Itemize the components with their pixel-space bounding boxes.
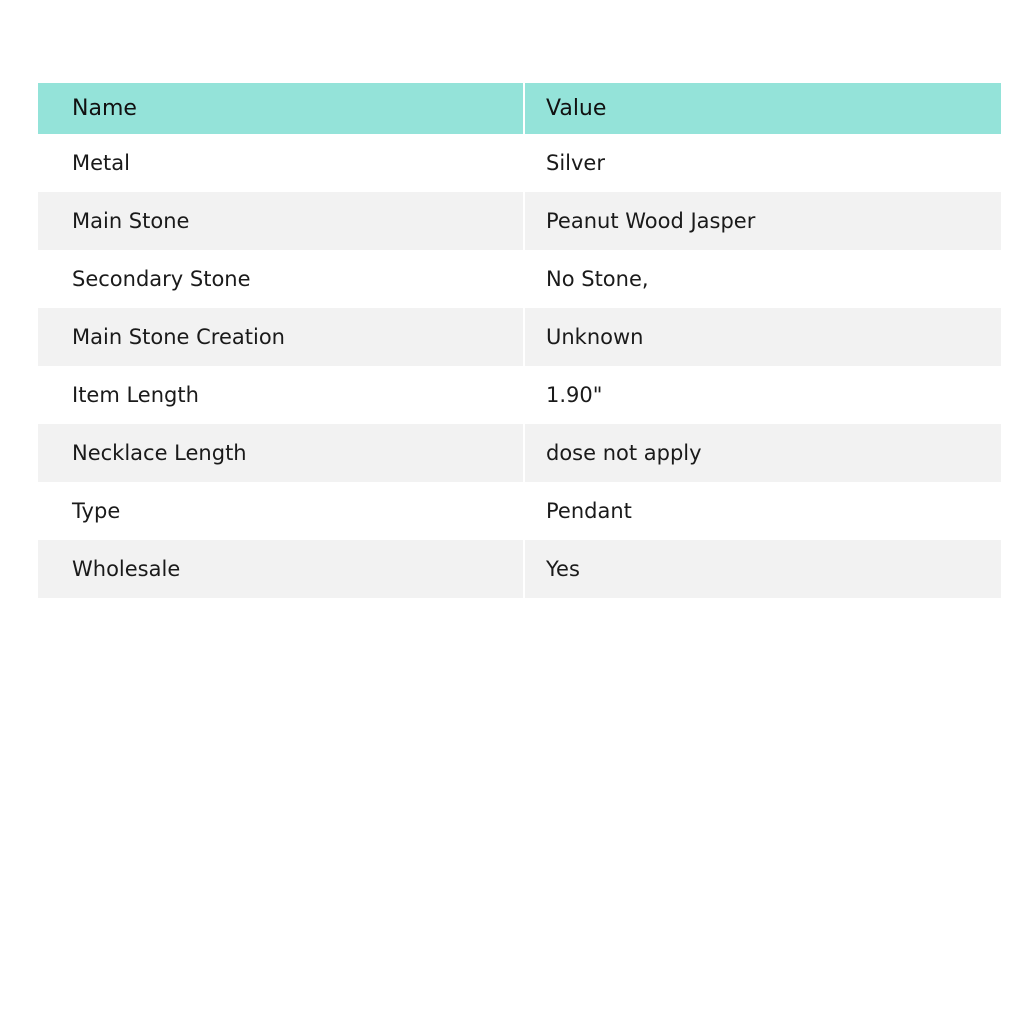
table-row — [38, 424, 1001, 482]
table-row — [38, 308, 1001, 366]
row-value-cell: dose not apply — [523, 424, 1001, 482]
row-name-cell: Wholesale — [38, 540, 523, 598]
row-value-cell: Pendant — [523, 482, 1001, 540]
table-row — [38, 482, 1001, 540]
specifications-table — [38, 83, 1001, 598]
row-value-cell: 1.90" — [523, 366, 1001, 424]
row-name-cell: Item Length — [38, 366, 523, 424]
row-name-cell: Necklace Length — [38, 424, 523, 482]
table-row — [38, 366, 1001, 424]
row-value-cell: Unknown — [523, 308, 1001, 366]
table-row — [38, 192, 1001, 250]
table-body — [38, 134, 1001, 598]
row-value-cell: Yes — [523, 540, 1001, 598]
row-value-cell: Silver — [523, 134, 1001, 192]
row-name-cell: Secondary Stone — [38, 250, 523, 308]
row-value-cell: Peanut Wood Jasper — [523, 192, 1001, 250]
name-column-header: Name — [38, 83, 523, 134]
row-name-cell: Main Stone Creation — [38, 308, 523, 366]
row-name-cell: Type — [38, 482, 523, 540]
table-row — [38, 134, 1001, 192]
row-name-cell: Main Stone — [38, 192, 523, 250]
value-column-header: Value — [523, 83, 1001, 134]
table-row — [38, 250, 1001, 308]
table-header — [38, 83, 1001, 134]
header-row — [38, 83, 1001, 134]
row-value-cell: No Stone, — [523, 250, 1001, 308]
row-name-cell: Metal — [38, 134, 523, 192]
table-row — [38, 540, 1001, 598]
